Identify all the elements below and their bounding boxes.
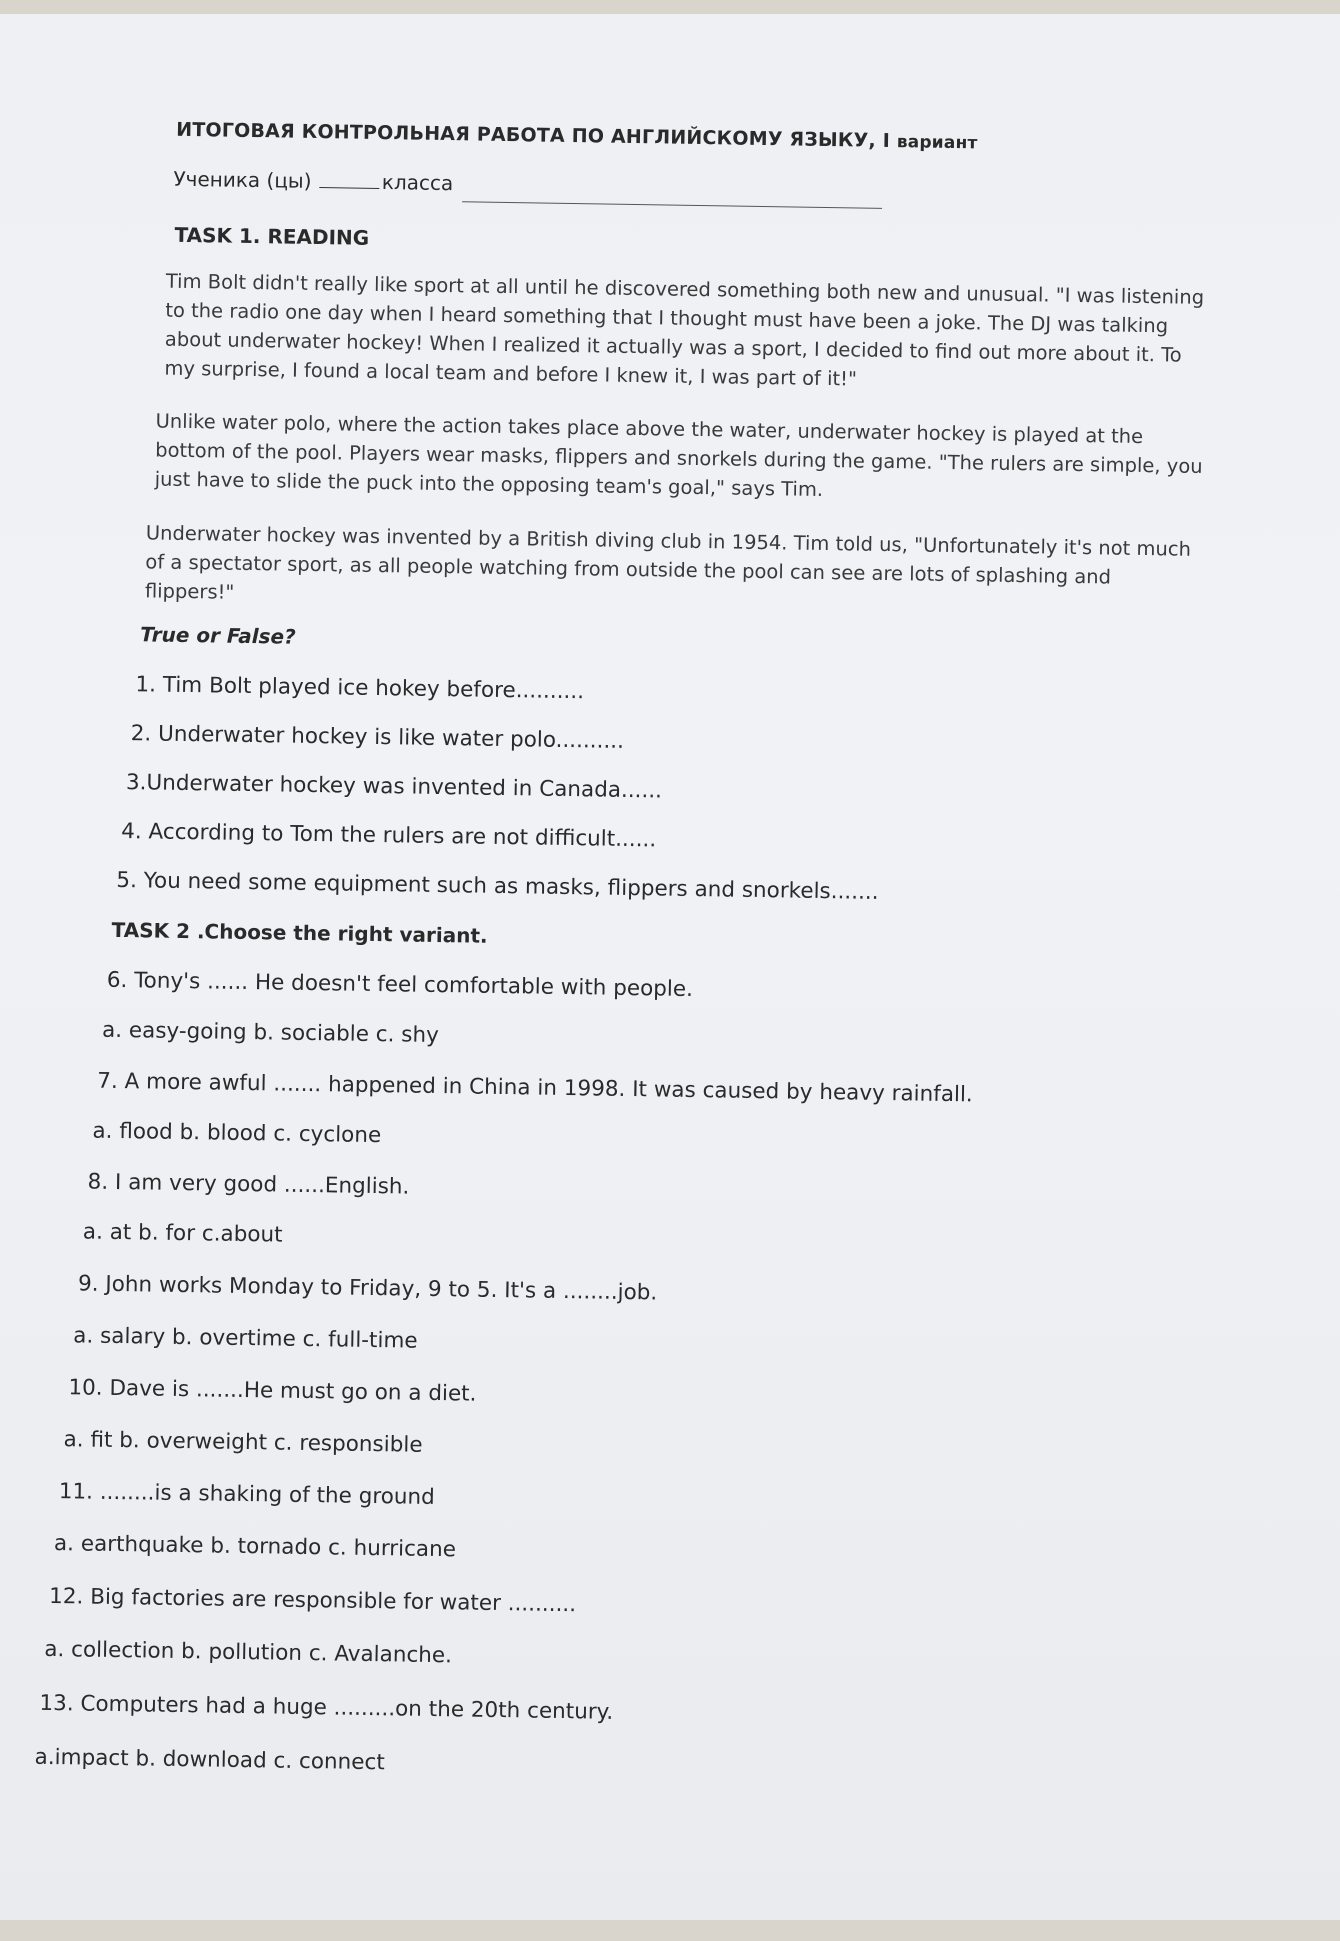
- statement-1: 1. Tim Bolt played ice hokey before..........: [135, 672, 585, 705]
- answers-9: a. salary b. overtime c. full-time: [73, 1323, 418, 1354]
- statement-4: 4. According to Tom the rulers are not difficult......: [120, 819, 657, 853]
- reading-paragraph-3: Underwater hockey was invented by a British diving club in 1954. Tim told us, "Unfortunately it's not much of a spectator sport, as all people watching from outside the pool can see are lots of splashing and flippers!": [144, 521, 1192, 604]
- answers-7: a. flood b. blood c. cyclone: [92, 1118, 382, 1149]
- variant-label: вариант: [896, 132, 978, 154]
- paper-sheet: [0, 14, 1340, 1920]
- reading-paragraph-1: Tim Bolt didn't really like sport at all until he discovered something both new and unusual. "I was listening to the radio one day when I heard something that I thought must have been a joke. The DJ was talking about underwater hockey! When I realized it actually was a sport, I decided to find out more about it. To my surprise, I found a local team and before I knew it, I was part of it!": [164, 269, 1205, 391]
- task1-heading: TASK 1. READING: [174, 222, 370, 250]
- page-title: [176, 119, 978, 154]
- student-blank: [320, 187, 380, 189]
- question-7: 7. A more awful ....... happened in China in 1998. It was caused by heavy rainfall.: [97, 1068, 973, 1108]
- student-label: Ученика (цы): [173, 166, 312, 193]
- question-12: 12. Big factories are responsible for water ..........: [48, 1583, 577, 1618]
- question-11: 11. ........is a shaking of the ground: [58, 1479, 435, 1511]
- answers-6: a. easy-going b. sociable c. shy: [101, 1017, 440, 1049]
- question-8: 8. I am very good ......English.: [87, 1169, 410, 1200]
- question-6: 6. Tony's ...... He doesn't feel comfortable with people.: [106, 967, 694, 1003]
- statement-2: 2. Underwater hockey is like water polo..........: [130, 721, 625, 754]
- statement-5: 5. You need some equipment such as masks, flippers and snorkels.......: [116, 867, 879, 905]
- answers-13: a.impact b. download c. connect: [34, 1744, 385, 1776]
- title-text: ИТОГОВАЯ КОНТРОЛЬНАЯ РАБОТА ПО АНГЛИЙСКОМУ ЯЗЫКУ, I: [176, 118, 891, 152]
- document: [0, 14, 1340, 1941]
- student-line: [173, 167, 453, 195]
- class-label: класса: [381, 170, 454, 196]
- name-blank-line: [462, 201, 882, 209]
- task2-heading: TASK 2 .Choose the right variant.: [111, 917, 488, 948]
- answers-12: a. collection b. pollution c. Avalanche.: [44, 1636, 453, 1669]
- question-13: 13. Computers had a huge .........on the 20th century.: [39, 1690, 614, 1725]
- answers-8: a. at b. for c.about: [82, 1219, 283, 1248]
- reading-paragraph-2: Unlike water polo, where the action takes place above the water, underwater hockey is played at the bottom of the pool. Players wear masks, flippers and snorkels during the game. "The rulers are simple, you just have to slide the puck into the opposing team's goal," says Tim.: [154, 409, 1203, 501]
- true-false-heading: True or False?: [140, 622, 296, 649]
- answers-11: a. earthquake b. tornado c. hurricane: [53, 1531, 457, 1563]
- statement-3: 3.Underwater hockey was invented in Canada......: [125, 770, 663, 804]
- answers-10: a. fit b. overweight c. responsible: [63, 1427, 423, 1458]
- question-9: 9. John works Monday to Friday, 9 to 5. It's a ........job.: [77, 1271, 658, 1306]
- question-10: 10. Dave is .......He must go on a diet.: [68, 1375, 477, 1407]
